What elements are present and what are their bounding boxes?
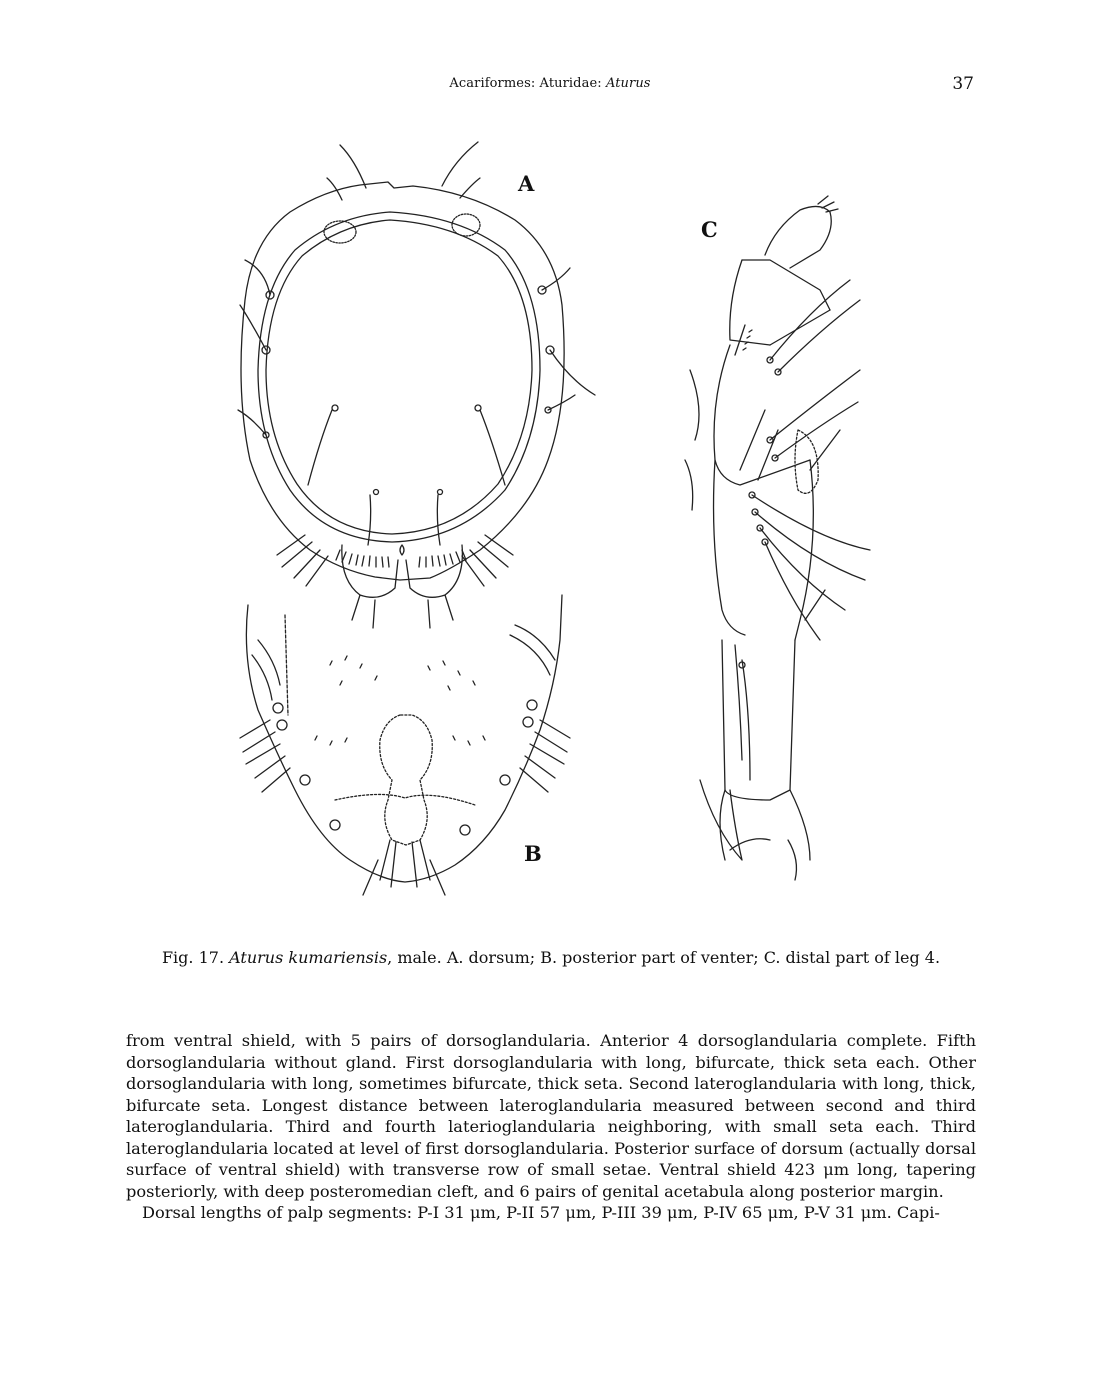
caption-number: Fig. 17. bbox=[161, 948, 230, 967]
panel-label-a: A bbox=[518, 171, 535, 196]
panel-b-venter bbox=[240, 595, 570, 895]
caption-text: , male. A. dorsum; B. posterior part of venter; C. distal part of leg 4. bbox=[387, 948, 941, 967]
page-number: 37 bbox=[952, 74, 974, 94]
body-paragraph-2: Dorsal lengths of palp segments: P-I 31 μm, P-II 57 μm, P-III 39 μm, P-IV 65 μm, P-V 31 μm. Capi- bbox=[142, 1203, 940, 1222]
panel-a-dorsum bbox=[238, 142, 595, 628]
body-text bbox=[126, 1030, 976, 1224]
figure-caption bbox=[126, 948, 976, 967]
panel-label-b: B bbox=[524, 841, 542, 866]
body-paragraph-1: from ventral shield, with 5 pairs of dorsoglandularia. Anterior 4 dorsoglandularia complete. Fifth dorsoglandularia without gland. First dorsoglandularia with long, bifurcate, thick seta each. Other dorsoglandularia with long, sometimes bifurcate, thick seta. Second lateroglandularia with long, thick, bifurcate seta. Longest distance between lateroglandularia measured between second and third lateroglandularia. Third and fourth laterioglandularia neighboring, with small seta each. Third lateroglandularia located at level of first dorsoglandularia. Posterior surface of dorsum (actually dorsal surface of ventral shield) with transverse row of small setae. Ventral shield 423 μm long, tapering posteriorly, with deep posteromedian cleft, and 6 pairs of genital acetabula along posterior margin. bbox=[126, 1031, 976, 1201]
running-head-genus: Aturus bbox=[605, 76, 651, 91]
running-head-prefix: Acariformes: Aturidae: bbox=[449, 76, 606, 91]
panel-label-c: C bbox=[701, 217, 718, 242]
figure-illustration bbox=[130, 140, 970, 920]
figure-17 bbox=[130, 140, 970, 920]
caption-species: Aturus kumariensis bbox=[229, 948, 388, 967]
panel-c-leg4 bbox=[685, 196, 870, 880]
